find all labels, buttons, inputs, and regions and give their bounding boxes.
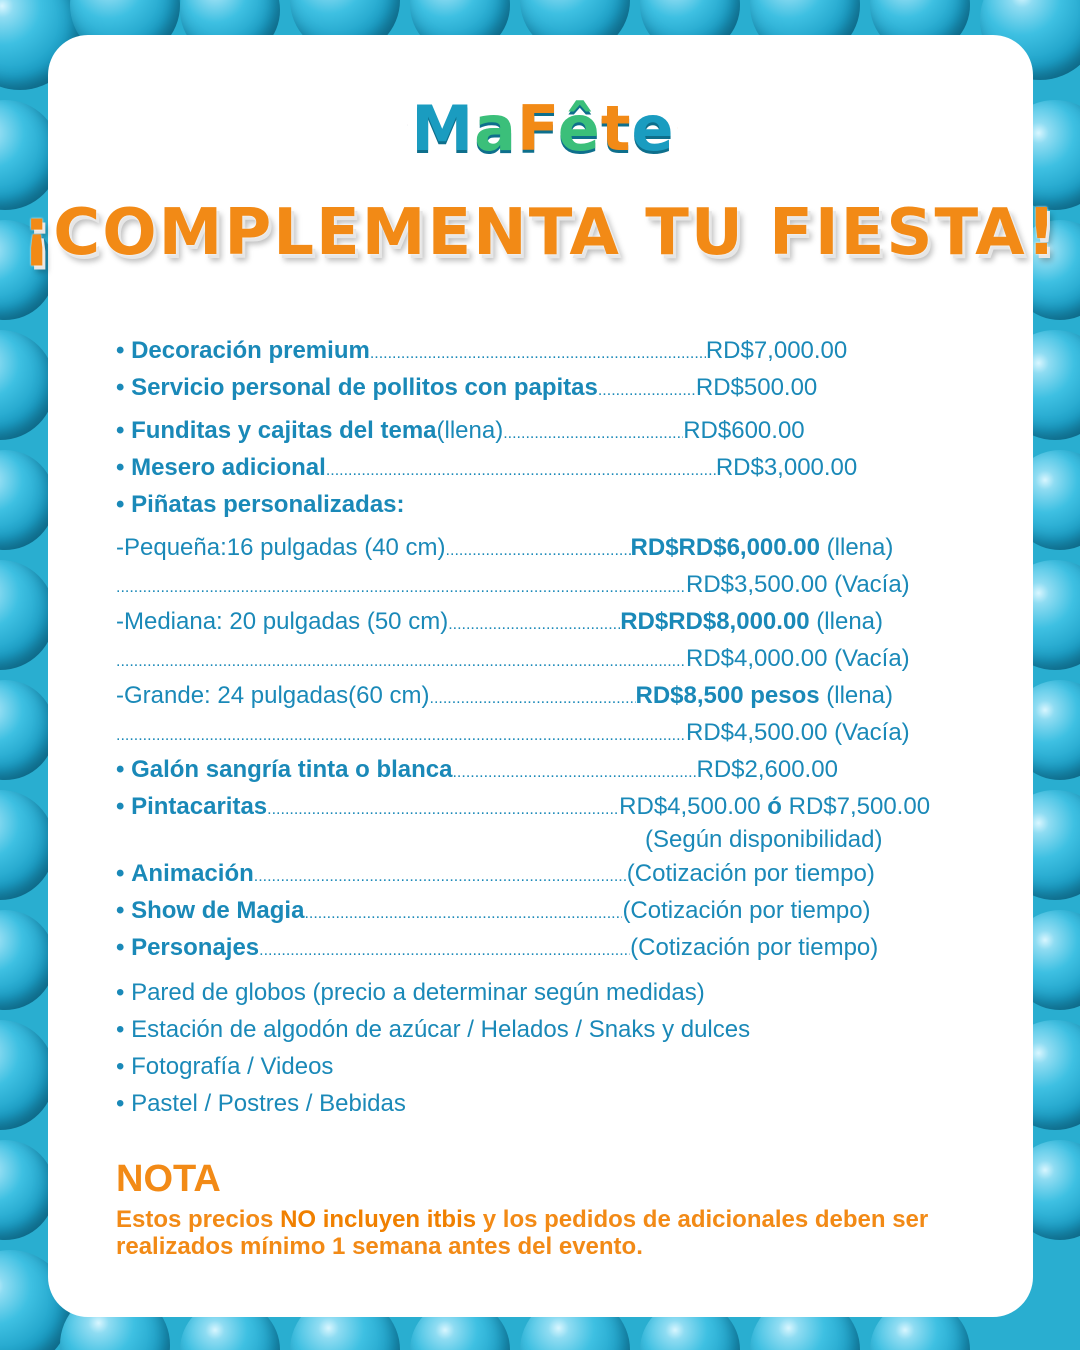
item-price: (Cotización por tiempo)	[626, 860, 875, 887]
list-item: • Pastel / Postres / Bebidas	[116, 1090, 406, 1117]
item-price: RD$3,000.00	[715, 454, 858, 481]
pinata-size-label: -Mediana: 20 pulgadas (50 cm)	[116, 608, 449, 635]
pinata-empty-price: RD$4,500.00 (Vacía)	[686, 719, 910, 746]
pinata-size-row: -Pequeña:16 pulgadas (40 cm) ..... RD$RD$6,000.00 (llena)	[116, 529, 996, 566]
pinata-size-row: -Grande: 24 pulgadas(60 cm) ..... RD$8,500 pesos (llena)	[116, 677, 996, 714]
item-name: Animación	[131, 860, 254, 887]
item-bullet: •	[116, 337, 125, 364]
item-name: Show de Magia	[131, 897, 305, 924]
list-item: • Mesero adicional ..... RD$3,000.00	[116, 449, 996, 486]
pinata-empty-price: RD$3,500.00 (Vacía)	[686, 571, 910, 598]
pinata-empty-row	[116, 640, 996, 677]
list-item: • Show de Magia ..... (Cotización por tiempo)	[116, 892, 996, 929]
list-item	[116, 332, 996, 369]
pinata-empty-row	[116, 566, 996, 603]
list-item: • Animación ..... (Cotización por tiempo)	[116, 855, 996, 892]
nota-heading: NOTA	[116, 1158, 221, 1200]
item-price: RD$600.00	[683, 417, 805, 444]
list-item: • Personajes ..... (Cotización por tiempo)	[116, 929, 996, 966]
pinata-size-row: -Mediana: 20 pulgadas (50 cm) ..... RD$RD$8,000.00 (llena)	[116, 603, 996, 640]
pinatas-heading: • Piñatas personalizadas:	[116, 491, 405, 518]
item-price: RD$500.00	[695, 374, 818, 401]
pinata-size-label: -Pequeña:16 pulgadas (40 cm)	[116, 534, 446, 561]
pinata-size-label: -Grande: 24 pulgadas(60 cm)	[116, 682, 430, 709]
item-name: Funditas y cajitas del tema	[131, 417, 437, 444]
list-item: • Fotografía / Videos	[116, 1053, 334, 1080]
nota-bold: NO incluyen itbis	[280, 1206, 477, 1233]
pinata-full-price: RD$8,500 pesos	[635, 682, 820, 709]
item-name: Pintacaritas	[131, 793, 268, 820]
list-item: • Estación de algodón de azúcar / Helados / Snaks y dulces	[116, 1016, 751, 1043]
item-name: Mesero adicional	[131, 454, 326, 481]
logo-wordmark: MaFête	[411, 92, 675, 165]
item-price: RD$4,500.00 ó RD$7,500.00	[619, 793, 931, 820]
list-item: • Funditas y cajitas del tema (llena) ..... RD$600.00	[116, 412, 996, 449]
item-name: Decoración premium	[131, 337, 370, 364]
pinata-full-price: RD$RD$6,000.00	[630, 534, 820, 561]
list-item: • Pared de globos (precio a determinar según medidas)	[116, 979, 705, 1006]
list-item: • Galón sangría tinta o blanca ..... RD$2,600.00	[116, 751, 996, 788]
pinata-empty-price: RD$4,000.00 (Vacía)	[686, 645, 910, 672]
item-price: (Cotización por tiempo)	[630, 934, 879, 961]
item-extra: (llena)	[436, 417, 504, 444]
item-name: Personajes	[131, 934, 260, 961]
price-list	[116, 332, 996, 1122]
pinata-empty-row	[116, 714, 996, 751]
nota-text: Estos precios NO incluyen itbis y los pedidos de adicionales deben ser realizados mínimo 1 semana antes del evento.	[116, 1206, 929, 1260]
pinata-full-price: RD$RD$8,000.00	[620, 608, 810, 635]
pintacaritas-note: (Según disponibilidad)	[645, 826, 883, 853]
page-title: ¡COMPLEMENTA TU FIESTA!	[22, 196, 1058, 270]
item-price: RD$2,600.00	[696, 756, 838, 783]
item-name: Servicio personal de pollitos con papitas	[131, 374, 598, 401]
list-item: • Servicio personal de pollitos con papitas ..... RD$500.00	[116, 369, 996, 406]
item-price: (Cotización por tiempo)	[622, 897, 871, 924]
item-price: RD$7,000.00	[705, 337, 848, 364]
list-item: • Pintacaritas ..... RD$4,500.00 ó RD$7,500.00	[116, 788, 996, 825]
mafete-logo	[407, 84, 677, 165]
item-name: Galón sangría tinta o blanca	[131, 756, 453, 783]
